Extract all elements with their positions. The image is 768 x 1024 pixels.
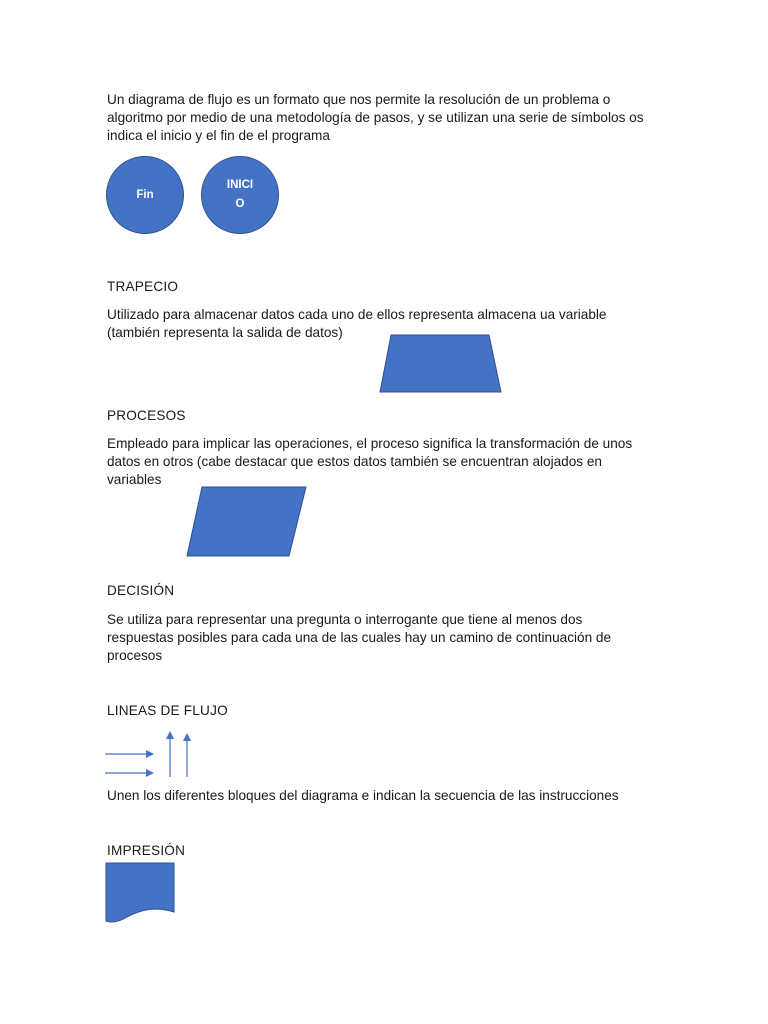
impresion-heading: IMPRESIÓN <box>107 843 186 858</box>
decision-paragraph: Se utiliza para representar una pregunta o interrogante que tiene al menos dos respuestas posibles para cada una de las cuales hay un camino de continuación de procesos <box>107 612 612 663</box>
intro-paragraph: Un diagrama de flujo es un formato que nos permite la resolución de un problema o algoritmo por medio de una metodología de pasos, y se utilizan una serie de símbolos os indica el inicio y el fin de el programa <box>107 92 644 143</box>
inicio-terminal-shape <box>201 156 279 234</box>
document-shape <box>105 862 177 926</box>
inicio-terminal-label: INICI O <box>226 179 254 210</box>
procesos-paragraph: Empleado para implicar las operaciones, el proceso significa la transformación de unos datos en otros (cabe destacar que estos datos también se encuentran alojados en variables <box>107 436 633 487</box>
procesos-heading: PROCESOS <box>107 408 186 423</box>
lineas-heading: LINEAS DE FLUJO <box>107 703 228 718</box>
lineas-paragraph: Unen los diferentes bloques del diagrama e indican la secuencia de las instrucciones <box>107 788 619 803</box>
fin-terminal-shape <box>106 156 184 234</box>
decision-heading: DECISIÓN <box>107 583 175 598</box>
trapezoid-shape <box>378 334 504 394</box>
parallelogram-shape <box>185 486 309 558</box>
flow-lines-diagram <box>100 728 200 780</box>
fin-terminal-label: Fin <box>136 188 154 201</box>
trapecio-paragraph: Utilizado para almacenar datos cada uno de ellos representa almacena ua variable (también representa la salida de datos) <box>107 307 607 340</box>
trapecio-heading: TRAPECIO <box>107 279 179 294</box>
